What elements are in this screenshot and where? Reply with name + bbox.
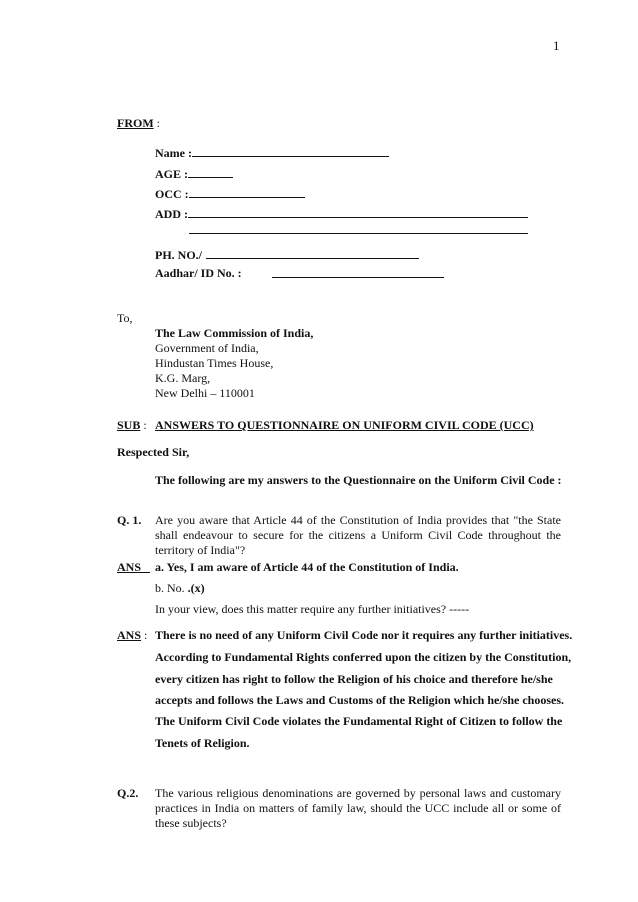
name-blank <box>192 144 389 157</box>
intro-line: The following are my answers to the Questionnaire on the Uniform Civil Code : <box>155 473 562 487</box>
q1-ans-a: a. Yes, I am aware of Article 44 of the Constitution of India. <box>155 560 459 574</box>
age-blank <box>188 165 233 178</box>
q1-ans2-colon: : <box>144 628 148 642</box>
q1-ans2-label: ANS <box>117 628 142 642</box>
to-label: To, <box>117 311 133 325</box>
q1-ans-b <box>155 581 205 596</box>
q1-ans2-label-row <box>117 628 147 643</box>
occ-blank <box>189 185 305 198</box>
q1-ans-b-prefix: b. No. <box>155 581 188 595</box>
add-label: ADD : <box>155 207 188 221</box>
aadhar-field <box>155 266 242 281</box>
age-label: AGE : <box>155 167 188 181</box>
q1-ans2-line-5: The Uniform Civil Code violates the Fundamental Right of Citizen to follow the <box>155 714 563 728</box>
to-line-4: K.G. Marg, <box>155 371 211 385</box>
from-heading <box>117 116 160 131</box>
q1-ans-b-mark: .(x) <box>187 581 205 595</box>
q1-ans2-line-2: According to Fundamental Rights conferred upon the citizen by the Constitution, <box>155 650 572 664</box>
phone-field <box>155 246 419 263</box>
q1-ans-label <box>117 560 153 575</box>
aadhar-blank <box>272 265 444 278</box>
to-line-1: The Law Commission of India, <box>155 326 314 340</box>
to-line-5: New Delhi – 110001 <box>155 386 255 400</box>
page-number: 1 <box>553 38 560 53</box>
occ-field <box>155 185 305 202</box>
q1-ans2-line-6: Tenets of Religion. <box>155 736 250 750</box>
q1-label: Q. 1. <box>117 513 142 527</box>
q2-text: The various religious denominations are governed by personal laws and customary practices in India on matters of family law, should the UCC include all or some of these subjects? <box>155 786 561 830</box>
subject-label: SUB <box>117 418 141 432</box>
name-field <box>155 144 389 161</box>
add-blank-1 <box>188 205 528 218</box>
q1-ans2-line-1: There is no need of any Uniform Civil Code nor it requires any further initiatives. <box>155 628 573 642</box>
aadhar-label: Aadhar/ ID No. : <box>155 266 242 280</box>
to-line-3: Hindustan Times House, <box>155 356 274 370</box>
subject-text: ANSWERS TO QUESTIONNAIRE ON UNIFORM CIVIL CODE (UCC) <box>155 418 534 432</box>
add-blank-2 <box>189 221 528 234</box>
occ-label: OCC : <box>155 187 189 201</box>
phone-blank <box>206 246 419 259</box>
q2-label: Q.2. <box>117 786 139 800</box>
phone-label: PH. NO./ <box>155 248 202 262</box>
q1-followup: In your view, does this matter require any further initiatives? ----- <box>155 602 470 616</box>
age-field <box>155 165 233 182</box>
subject-row <box>117 418 147 433</box>
add-field <box>155 205 528 222</box>
to-line-2: Government of India, <box>155 341 259 355</box>
name-label: Name : <box>155 146 192 160</box>
from-colon: : <box>156 116 160 130</box>
subject-colon: : <box>143 418 147 432</box>
q1-ans-label-text: ANS <box>117 560 142 574</box>
q1-text: Are you aware that Article 44 of the Constitution of India provides that "the State shall endeavour to secure for the citizens a Uniform Civil Code throughout the territory of India"? <box>155 513 561 557</box>
q1-ans2-line-4: accepts and follows the Laws and Customs of the Religion which he/she chooses. <box>155 693 565 707</box>
from-label: FROM <box>117 116 154 130</box>
salutation: Respected Sir, <box>117 445 190 459</box>
q1-ans2-line-3: every citizen has right to follow the Religion of his choice and therefore he/she <box>155 672 553 686</box>
